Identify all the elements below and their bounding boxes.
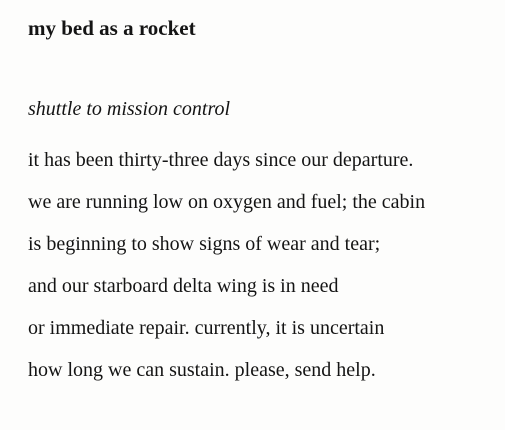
poem-line: and our starboard delta wing is in need xyxy=(28,275,339,297)
poem-line: we are running low on oxygen and fuel; the cabin xyxy=(28,191,426,213)
poem-line: is beginning to show signs of wear and tear; xyxy=(28,233,381,255)
poem-line: how long we can sustain. please, send help. xyxy=(28,359,376,381)
poem-line: it has been thirty-three days since our departure. xyxy=(28,149,414,171)
section-heading: shuttle to mission control xyxy=(28,98,231,120)
poem-body xyxy=(28,139,425,391)
poem-line: or immediate repair. currently, it is uncertain xyxy=(28,317,385,339)
poem-title: my bed as a rocket xyxy=(28,16,196,40)
